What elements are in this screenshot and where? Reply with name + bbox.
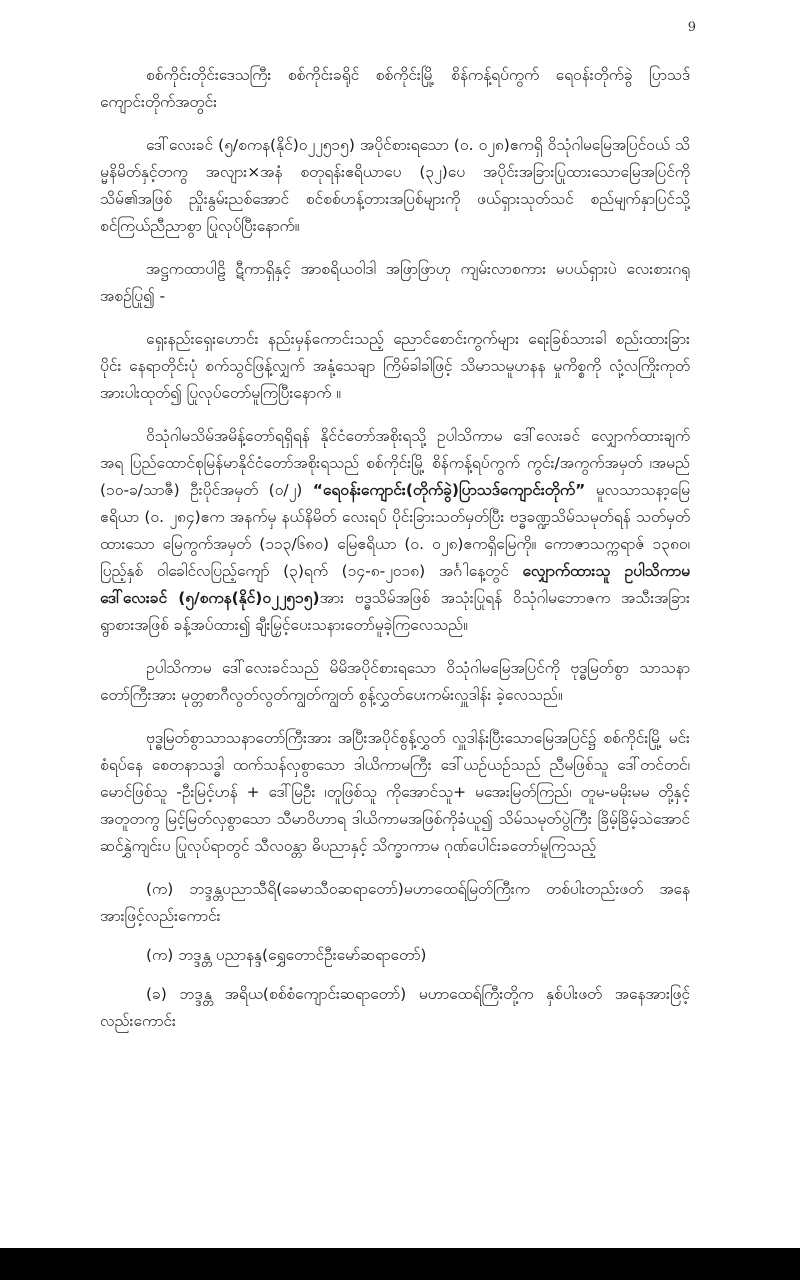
paragraph-ceremony: ဗုဒ္ဓမြတ်စွာသာသနာတော်ကြီးအား အပြီးအပိုင်စွန့်လွှတ် လှူဒါန်းပြီးသောမြေအပြင်၌ စစ်ကိုင်းမြို့ မင်းစံရပ်နေ စေတနာသဒ္ဓါ ထက်သန်လှစွာသော ဒါယိကာမကြီး ဒေါ်ယဉ်ယဉ်သည် ညီမဖြစ်သူ ဒေါ်တင်တင်၊ မောင်ဖြစ်သူ -ဦးမြင့်ဟန် + ဒေါ်မြဦး ၊တူဖြစ်သူ ကိုအောင်သူ+ မအေးမြတ်ကြည်၊ တူမ-မမိုးမမ တို့နှင့်အတူတကွ မြင့်မြတ်လှစွာသော သီမာဝိဟာရ ဒါယိကာမအဖြစ်ကိုခံယူ၍ သိမ်သမုတ်ပွဲကြီး ခြိမ့်ခြိမ့်သဲအောင် ဆင်နွှဲကျင်းပ ပြုလုပ်ရာတွင် သီလဝန္တာ ဓိပညာနှင့် သိက္ခာကာမ ဂုဏ်ပေါင်းခတော်မူကြသည့် — [100, 729, 690, 855]
page-number: 9 — [687, 20, 696, 35]
paragraph-donation: ဥပါသိကာမ ဒေါ်လေးခင်သည် မိမိအပိုင်စားရသော ဝိသုံဂါမမြေအပြင်ကို ဗုဒ္ဓမြတ်စွာ သာသနာတော်ကြီးအား မုတ္တစာဂီလွတ်လွတ်ကျွတ်ကျွတ် စွန့်လွှတ်ပေးကမ်းလှူဒါန်း ခဲ့လေသည်။ — [100, 659, 690, 704]
monastery-name: “ရေဝန်းကျောင်း(တိုက်ခွဲ)ပြာသဒ်ကျောင်းတိုက်” — [312, 481, 586, 499]
paragraph-government-grant — [100, 423, 690, 639]
grant-text-2: မူလသာသနာ့မြေ ဧရိယာ (၀. ၂၈၄)ဧက အနက်မှ နယ်နိမိတ် လေးရပ် ပိုင်းခြားသတ်မှတ်ပြီး ဗဒ္ဓခဏ္ဍသိမ်သမုတ်ရန် သတ်မှတ်ထားသော မြေကွက်အမှတ် (၁၁၃/၆၈၀) မြေဧရိယာ (၀. ၀၂၈)ဧကရှိမြေကို။ ကောဇာသက္ကရာဇ် ၁၃၈၀၊ပြည့်နှစ် ဝါခေါင်လပြည့်ကျော် (၃)ရက် (၁၄-၈-၂၀၁၈) အင်္ဂါနေ့တွင် — [100, 481, 690, 580]
paragraph-land-description: ဒေါ်လေးခင် (၅/စကန(နိုင်)၀၂၂၅၁၅) အပိုင်စားရသော (၀. ၀၂၈)ဧကရှိ ဝိသုံဂါမမြေအပြင်ဝယ် သိမ္မနိမိတ်နှင့်တကွ အလျား×အနံ စတုရန်းဧရိယာပေ (၃၂)ပေ အပိုင်းအခြားပြုထားသောမြေအပြင်ကို သိမ်၏အဖြစ် ညှိုးနွမ်းညစ်အောင် စင်စစ်ဟန့်တားအပြစ်များကို ဖယ်ရှားသုတ်သင် စည်မျက်နှာပြင်သို့ စင်ကြယ်ညီညာစွာ ပြုလုပ်ပြီးနောက်။ — [100, 136, 690, 235]
paragraph-reader-ka-2: (က) ဘဒ္ဒန္တ ပညာနန္ဒ(ရွှေတောင်ဦးမော်ဆရာတော်) — [146, 946, 427, 964]
grant-text-1: ဝိသုံဂါမသိမ်အမိန့်တော်ရရှိရန် နိုင်ငံတော်အစိုးရသို့ ဥပါသိကာမ ဒေါ်လေးခင် လျှောက်ထားချက်အရ ပြည်ထောင်စုမြန်မာနိုင်ငံတော်အစိုးရသည် စစ်ကိုင်းမြို့ စိန်ကန့်ရပ်ကွက် ကွင်း/အကွက်အမှတ် ၊အမည် (၁၀-ခ/သာဇီ) ဦးပိုင်အမှတ် (၀/၂) — [100, 427, 690, 499]
paragraph-reader-kha: (ခ) ဘဒ္ဒန္တ အရိယ(စစ်စံကျောင်းဆရာတော်) မဟာထေရ်ကြီးတို့က နှစ်ပါးဖတ် အနေအားဖြင့်လည်းကောင်း — [100, 985, 690, 1030]
applicant-name: လျှောက်ထားသူ ဥပါသိကာမ ဒေါ်လေးခင် (၅/စကန(နိုင်)၀၂၂၅၁၅) — [100, 562, 690, 607]
bottom-bar — [0, 1248, 800, 1280]
paragraph-scripture-respect: အဋ္ဌကထာပါဠိ ဋီကာရှိနှင့် အာစရိယဝါဒါ အဖြာဖြာဟု ကျမ်းလာစကား မပယ်ရှားပဲ လေးစားဂရု အစဉ်ပြု၍ - — [100, 260, 690, 305]
grant-text-3: အား ဗဒ္ဓသိမ်အဖြစ် အသုံးပြုရန် ဝိသုံဂါမဘောဇက အသီးအခြား ရွာစားအဖြစ် ခန့်အပ်ထား၍ ချီးမြှင့်ပေးသနားတော်မူခဲ့ကြလေသည်။ — [100, 589, 690, 634]
paragraph-marking-procedure: ရှေးနည်းရှေးဟောင်း နည်းမှန်ကောင်းသည့် ညောင်စောင်းကွက်များ ရေးခြစ်သားခါ စည်းထားခြားပိုင်း နေရာတိုင်းပုံ စက်သွင်ဖြန့်လျှက် အနုံ့သေချာ ကြိမ်ခါခါဖြင့် သိမာသမူဟနန မှုကိစ္စကို လုံ့လကြိုးကုတ် အားပါးထုတ်၍ ပြုလုပ်တော်မူကြပြီးနောက် ။ — [100, 330, 690, 402]
paragraph-reader-ka: (က) ဘဒ္ဒန္တပညာသီရိ(ခေမာသီဝဆရာတော်)မဟာထေရ်မြတ်ကြီးက တစ်ပါးတည်းဖတ် အနေအားဖြင့်လည်းကောင်း — [100, 880, 690, 925]
paragraph-location: စစ်ကိုင်းတိုင်းဒေသကြီး စစ်ကိုင်းခရိုင် စစ်ကိုင်းမြို့ စိန်ကန့်ရပ်ကွက် ရေဝန်းတိုက်ခွဲ ပြာသဒ်ကျောင်းတိုက်အတွင်း — [100, 66, 690, 111]
document-body — [100, 62, 690, 1047]
